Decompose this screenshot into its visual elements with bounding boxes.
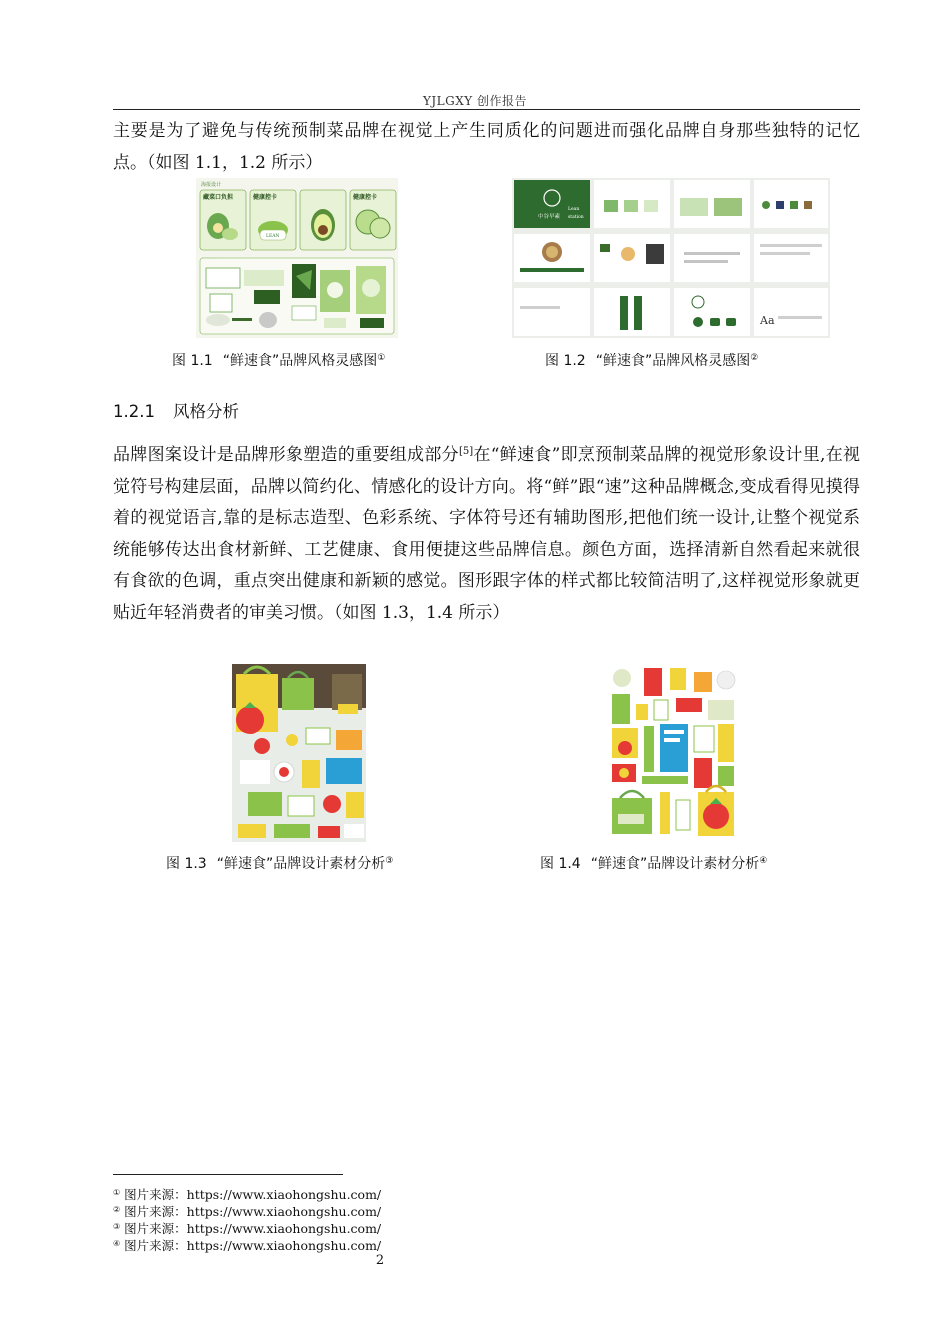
caption-figure-1-4 [540, 853, 767, 873]
caption-figure-1-2 [545, 350, 758, 370]
slide-brand-name: 中谷早素 [538, 214, 561, 220]
slide-lean-word: Lean [568, 207, 580, 212]
poster-title-2: 健康控卡 [253, 194, 278, 201]
poster-title-1: 藏菜口负担 [203, 194, 234, 201]
poster-title-3: 健康控卡 [353, 194, 378, 201]
packaging-flatlay-illustration [232, 664, 366, 842]
paragraph-style-analysis [113, 436, 860, 629]
figure-title: “鲜速食”品牌设计素材分析 [216, 856, 386, 872]
brand-guideline-slides-illustration [512, 178, 830, 338]
figure-1-2-image [512, 178, 830, 338]
footnote-mark: ③ [113, 1222, 121, 1231]
figure-number: 图 1.3 [166, 856, 207, 872]
footnote-4 [113, 1235, 381, 1254]
page-number: 2 [375, 1253, 385, 1268]
footnote-mark: ② [113, 1205, 121, 1214]
paragraph-text-a: 品牌图案设计是品牌形象塑造的重要组成部分 [113, 445, 459, 465]
brand-poster-mockup-illustration [196, 178, 398, 338]
figure-number: 图 1.4 [540, 856, 581, 872]
footnote-ref: ② [750, 353, 759, 363]
section-heading [113, 398, 239, 422]
figure-title: “鲜速食”品牌设计素材分析 [590, 856, 760, 872]
figure-title: “鲜速食”品牌风格灵感图 [222, 353, 378, 369]
footnote-text: 图片来源：https://www.xiaohongshu.com/ [124, 1187, 382, 1202]
citation-ref: [5] [458, 446, 474, 457]
figure-title: “鲜速食”品牌风格灵感图 [595, 353, 751, 369]
poster-lean-label: LEAN [266, 234, 280, 239]
footnote-text: 图片来源：https://www.xiaohongshu.com/ [124, 1238, 382, 1253]
caption-figure-1-3 [166, 853, 393, 873]
figure-1-1-image [196, 178, 398, 338]
slide-typeface-sample: Aa [760, 314, 775, 327]
section-title: 风格分析 [172, 402, 239, 421]
header-rule [113, 109, 860, 110]
caption-figure-1-1 [172, 350, 385, 370]
paragraph-text-b: 在“鲜速食”即烹预制菜品牌的视觉形象设计里,在视觉符号构建层面，品牌以简约化、情感化的设计方向。将“鲜”跟“速”这种品牌概念,变成看得见摸得着的视觉语言,靠的是标志造型、色彩系统、字体符号还有辅助图形,把他们统一设计,让整个视觉系统能够传达出食材新鲜、工艺健康、食用便捷这些品牌信息。颜色方面，选择清新自然看起来就很有食欲的色调，重点突出健康和新颖的感觉。图形跟字体的样式都比较简洁明了,这样视觉形象就更贴近年轻消费者的审美习惯。（如图 1.3，1.4 所示） [113, 445, 861, 623]
footnote-ref: ④ [759, 856, 768, 866]
brand-elements-layout-illustration [608, 664, 738, 840]
paragraph-intro: 主要是为了避免与传统预制菜品牌在视觉上产生同质化的问题进而强化品牌自身那些独特的记忆点。（如图 1.1，1.2 所示） [113, 121, 860, 173]
footnote-text: 图片来源：https://www.xiaohongshu.com/ [124, 1221, 382, 1236]
footnote-mark: ④ [113, 1239, 121, 1248]
figure-1-3-image [232, 664, 366, 842]
figure-number: 图 1.2 [545, 353, 586, 369]
footnote-rule [113, 1174, 343, 1175]
section-number: 1.2.1 [113, 402, 155, 421]
footnote-mark: ① [113, 1188, 121, 1197]
footnote-ref: ③ [385, 856, 394, 866]
slide-station-word: station [568, 215, 584, 220]
figure-1-4-image [608, 664, 738, 840]
running-header: YJLGXY 创作报告 [422, 94, 528, 108]
footnote-text: 图片来源：https://www.xiaohongshu.com/ [124, 1204, 382, 1219]
figure-number: 图 1.1 [172, 353, 213, 369]
label-poster-design: 海报设计 [201, 182, 222, 188]
footnote-ref: ① [377, 353, 386, 363]
